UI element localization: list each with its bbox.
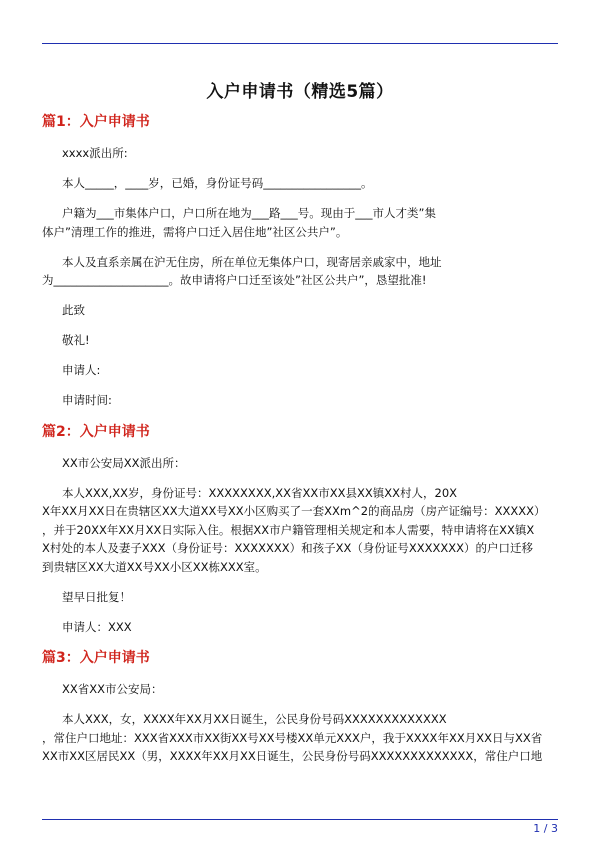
section-heading: 篇2：入户申请书 <box>42 423 150 440</box>
paragraph <box>42 391 558 410</box>
paragraph <box>42 484 558 577</box>
paragraph <box>42 174 558 193</box>
text-line: 本人XXX，女，XXXX年XX月XX日诞生，公民身份号码XXXXXXXXXXXXX <box>62 712 447 726</box>
text-line: X年XX月XX日在贵辖区XX大道XX号XX小区购买了一套XXm^2的商品房（房产证编号：XXXXX） <box>42 504 546 518</box>
text-line: 为____________________。故申请将户口迁至该处”社区公共户”，恳望批准! <box>42 273 427 287</box>
document-title: 入户申请书（精选5篇） <box>206 82 394 102</box>
paragraph <box>42 588 558 607</box>
paragraph <box>42 204 558 241</box>
text-line: 望早日批复！ <box>62 589 131 604</box>
paragraph <box>42 710 558 766</box>
text-line: X村处的本人及妻子XXX（身份证号：XXXXXXX）和孩子XX（身份证号XXXXXXX）的户口迁移 <box>42 541 534 555</box>
text-line: XX市XX区居民XX（男，XXXX年XX月XX日诞生，公民身份号码XXXXXXXXXXXXX，常住户口地 <box>42 749 543 763</box>
text-line: 申请人：XXX <box>62 619 132 634</box>
text-line: ，常住户口地址：XXX省XXX市XX街XX号XX号楼XX单元XXX户，我于XXXX年XX月XX日与XX省 <box>42 730 543 745</box>
text-line: XX省XX市公安局： <box>62 682 163 696</box>
text-line: 此致 <box>62 303 85 317</box>
paragraph <box>42 144 558 163</box>
text-line: 户籍为___市集体户口，户口所在地为___路___号。现由于___市人才类”集 <box>62 206 436 220</box>
section-heading: 篇1：入户申请书 <box>42 114 150 130</box>
text-line: 本人XXX,XX岁，身份证号：XXXXXXXX,XX省XX市XX县XX镇XX村人，20X <box>62 485 458 500</box>
text-line: 体户”清理工作的推进，需将户口迁入居住地”社区公共户”。 <box>42 224 348 239</box>
section-heading: 篇3：入户申请书 <box>42 650 150 666</box>
text-line: XX市公安局XX派出所： <box>62 455 186 470</box>
text-line: 申请人: <box>62 363 101 377</box>
footer-rule <box>42 819 558 820</box>
page-number: 1 / 3 <box>533 822 558 835</box>
paragraph <box>42 361 558 380</box>
text-line: 本人_____，____岁，已婚，身份证号码_________________。 <box>62 176 373 190</box>
paragraph <box>42 618 558 637</box>
text-line: ，并于20XX年XX月XX日实际入住。根据XX市户籍管理相关规定和本人需要，特申请将在XX镇X <box>42 522 535 537</box>
paragraph <box>42 680 558 699</box>
paragraph <box>42 454 558 473</box>
document-body <box>42 112 558 777</box>
text-line: xxxx派出所: <box>62 146 128 160</box>
text-line: 到贵辖区XX大道XX号XX小区XX栋XXX室。 <box>42 559 267 574</box>
paragraph <box>42 301 558 320</box>
paragraph <box>42 331 558 350</box>
text-line: 敬礼! <box>62 333 90 347</box>
header-rule <box>42 43 558 44</box>
text-line: 申请时间: <box>62 393 112 407</box>
text-line: 本人及直系亲属在沪无住房，所在单位无集体户口，现寄居亲戚家中，地址 <box>62 254 442 269</box>
paragraph <box>42 253 558 290</box>
